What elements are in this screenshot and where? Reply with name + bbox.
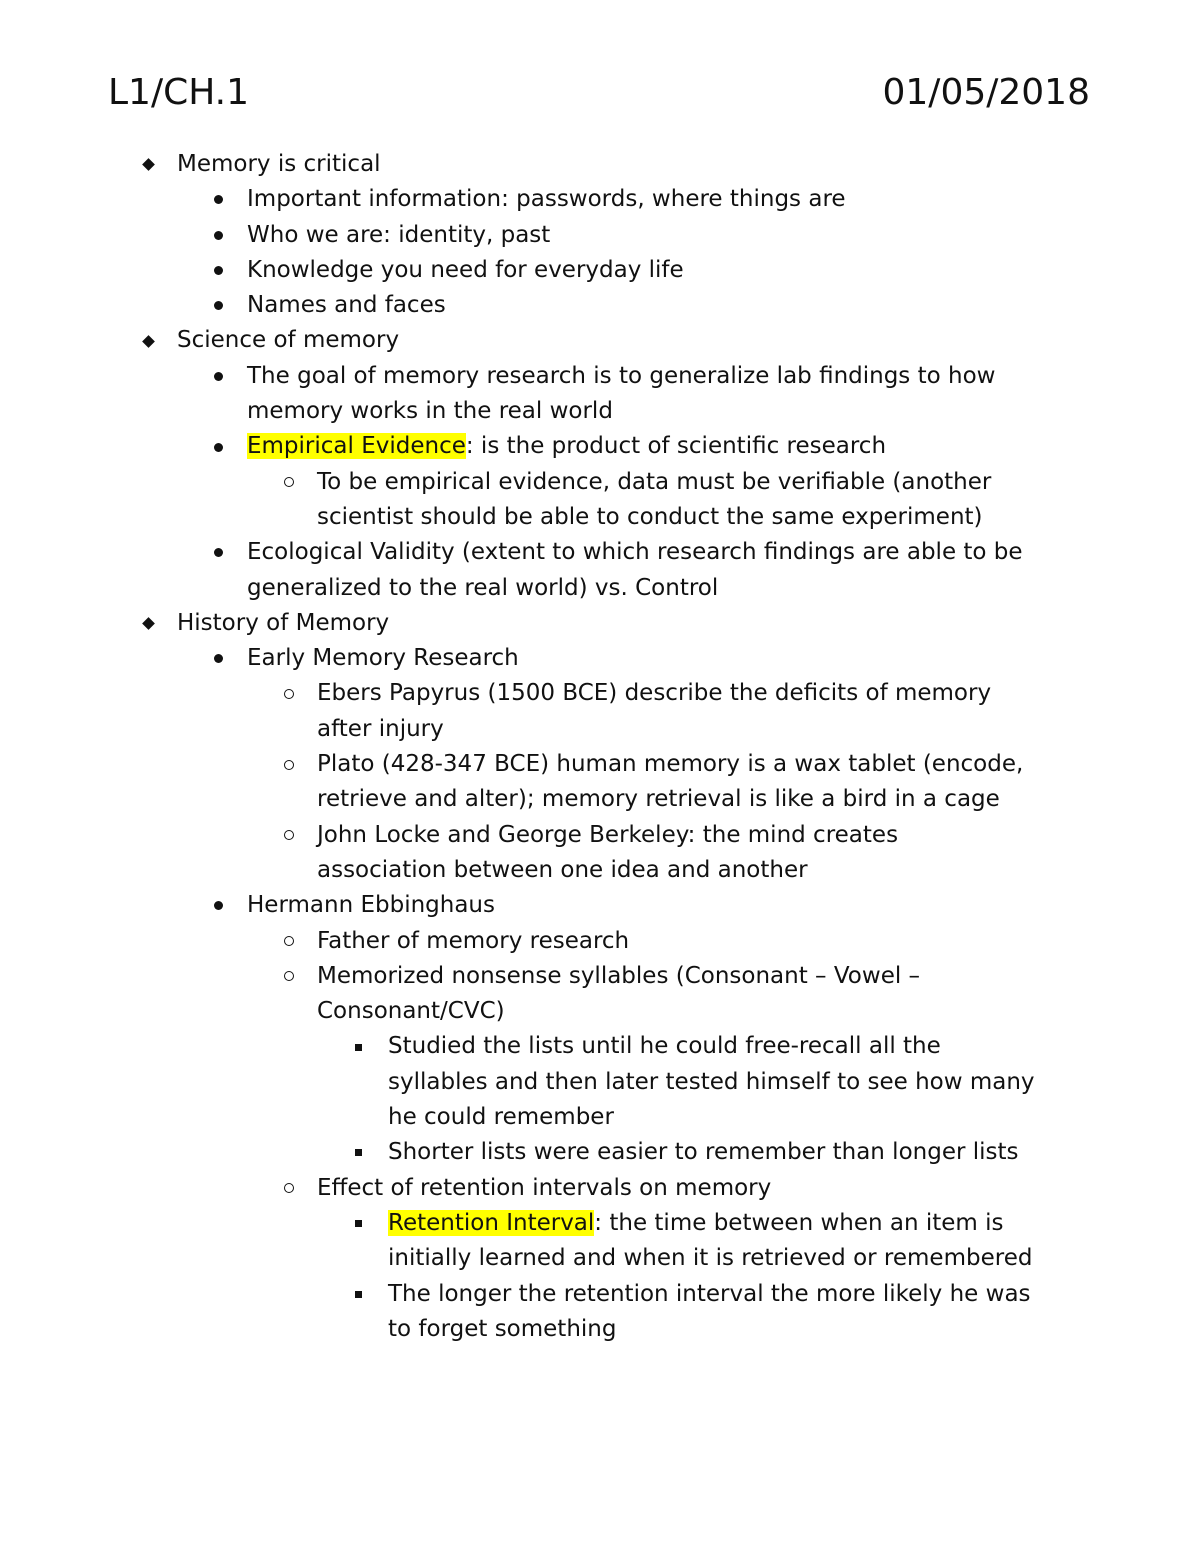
disc-bullet-icon <box>208 888 228 923</box>
list-item-text: Who we are: identity, past <box>247 221 551 248</box>
list-item-text: History of Memory <box>177 609 390 636</box>
list-item-text: John Locke and George Berkeley: the mind creates <box>317 821 899 848</box>
list-item-text: Important information: passwords, where things are <box>247 186 846 213</box>
circle-bullet-icon <box>279 924 299 959</box>
list-item-text: Father of memory research <box>317 927 630 954</box>
disc-bullet-icon <box>208 359 228 394</box>
list-item-text: The goal of memory research is to generalize lab findings to how <box>247 362 996 389</box>
square-bullet-icon <box>348 1135 368 1170</box>
circle-bullet-icon <box>279 465 299 500</box>
list-item-text: Early Memory Research <box>247 645 519 672</box>
page-date: 01/05/2018 <box>882 72 1090 113</box>
list-item <box>0 288 1200 323</box>
highlighted-term: Retention Interval <box>388 1209 595 1236</box>
list-item-text: generalized to the real world) vs. Control <box>247 574 719 601</box>
list-item-text: The longer the retention interval the more likely he was <box>388 1280 1031 1307</box>
list-item-text: Names and faces <box>247 292 446 319</box>
list-item-text: Hermann Ebbinghaus <box>247 892 495 919</box>
list-item-continuation <box>0 1100 1200 1135</box>
circle-bullet-icon <box>279 676 299 711</box>
list-item-continuation <box>0 500 1200 535</box>
list-item <box>0 323 1200 358</box>
circle-bullet-icon <box>279 747 299 782</box>
list-item-text: association between one idea and another <box>317 856 808 883</box>
list-item-continuation <box>0 712 1200 747</box>
disc-bullet-icon <box>208 535 228 570</box>
page-title: L1/CH.1 <box>108 72 250 113</box>
circle-bullet-icon <box>279 1171 299 1206</box>
list-item-continuation <box>0 994 1200 1029</box>
list-item-continuation <box>0 1312 1200 1347</box>
circle-bullet-icon <box>279 959 299 994</box>
list-item <box>0 1206 1200 1241</box>
list-item-text: Memorized nonsense syllables (Consonant – Vowel – <box>317 962 921 989</box>
list-item-continuation <box>0 1065 1200 1100</box>
list-item-continuation <box>0 782 1200 817</box>
list-item-text: Studied the lists until he could free-recall all the <box>388 1033 941 1060</box>
list-item-text: Effect of retention intervals on memory <box>317 1174 772 1201</box>
list-item-continuation <box>0 394 1200 429</box>
list-item <box>0 147 1200 182</box>
list-item <box>0 818 1200 853</box>
diamond-bullet-icon <box>138 606 158 641</box>
disc-bullet-icon <box>208 429 228 464</box>
list-item <box>0 535 1200 570</box>
list-item-text: after injury <box>317 715 444 742</box>
square-bullet-icon <box>348 1206 368 1241</box>
list-item <box>0 429 1200 464</box>
list-item-text: : the time between when an item is <box>594 1209 1004 1236</box>
list-item-text: syllables and then later tested himself to see how many <box>388 1068 1035 1095</box>
list-item-text: To be empirical evidence, data must be verifiable (another <box>317 468 992 495</box>
list-item-text: Ebers Papyrus (1500 BCE) describe the deficits of memory <box>317 680 992 707</box>
list-item <box>0 1171 1200 1206</box>
list-item-text: Knowledge you need for everyday life <box>247 256 684 283</box>
list-item <box>0 676 1200 711</box>
list-item-text: Shorter lists were easier to remember than longer lists <box>388 1139 1019 1166</box>
list-item <box>0 218 1200 253</box>
disc-bullet-icon <box>208 253 228 288</box>
square-bullet-icon <box>348 1277 368 1312</box>
list-item <box>0 641 1200 676</box>
list-item <box>0 1029 1200 1064</box>
disc-bullet-icon <box>208 182 228 217</box>
list-item-continuation <box>0 853 1200 888</box>
list-item <box>0 1135 1200 1170</box>
list-item-text: he could remember <box>388 1104 614 1131</box>
list-item-text: Ecological Validity (extent to which research findings are able to be <box>247 539 1023 566</box>
list-item-text: scientist should be able to conduct the same experiment) <box>317 503 983 530</box>
list-item <box>0 924 1200 959</box>
list-item-continuation <box>0 571 1200 606</box>
list-item-text: Plato (428-347 BCE) human memory is a wax tablet (encode, <box>317 751 1024 778</box>
circle-bullet-icon <box>279 818 299 853</box>
list-item <box>0 253 1200 288</box>
list-item-text: memory works in the real world <box>247 398 613 425</box>
list-item <box>0 959 1200 994</box>
list-item-text: Science of memory <box>177 327 400 354</box>
list-item <box>0 747 1200 782</box>
list-item <box>0 606 1200 641</box>
list-item <box>0 888 1200 923</box>
list-item <box>0 1277 1200 1312</box>
disc-bullet-icon <box>208 288 228 323</box>
diamond-bullet-icon <box>138 323 158 358</box>
notes-list <box>0 147 1200 1347</box>
list-item <box>0 182 1200 217</box>
list-item <box>0 359 1200 394</box>
disc-bullet-icon <box>208 641 228 676</box>
list-item-continuation <box>0 1241 1200 1276</box>
list-item-text: Consonant/CVC) <box>317 998 505 1025</box>
square-bullet-icon <box>348 1029 368 1064</box>
list-item-text: initially learned and when it is retrieved or remembered <box>388 1245 1033 1272</box>
list-item-text: to forget something <box>388 1315 617 1342</box>
highlighted-term: Empirical Evidence <box>247 433 466 460</box>
list-item-text: : is the product of scientific research <box>465 433 887 460</box>
diamond-bullet-icon <box>138 147 158 182</box>
list-item <box>0 465 1200 500</box>
list-item-text: Memory is critical <box>177 151 381 177</box>
disc-bullet-icon <box>208 218 228 253</box>
list-item-text: retrieve and alter); memory retrieval is like a bird in a cage <box>317 786 1000 813</box>
